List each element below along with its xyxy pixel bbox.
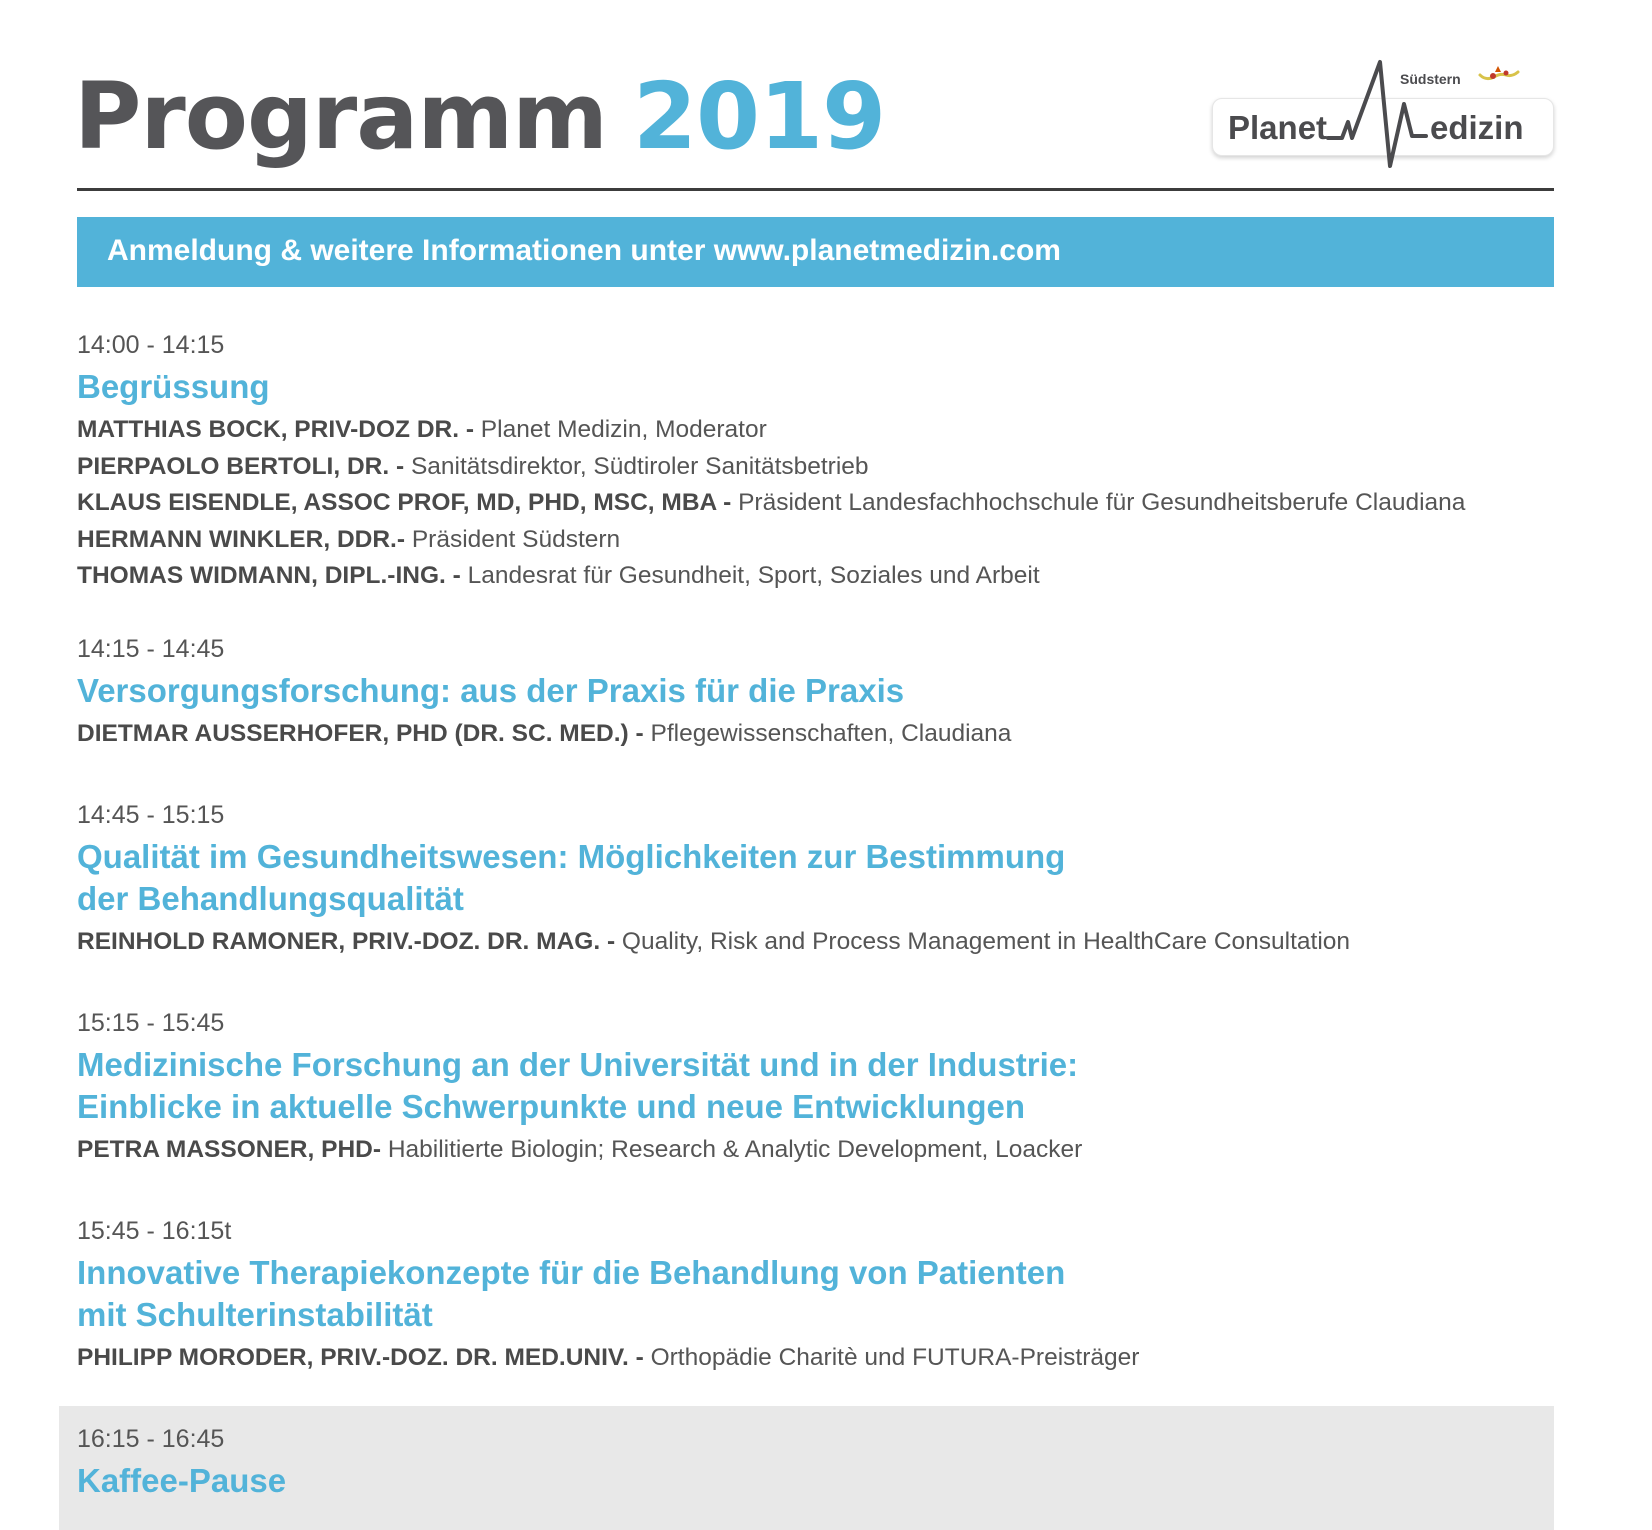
speaker-line [77,1340,1557,1377]
info-banner [77,217,1554,287]
speaker-list [77,1132,1557,1169]
session-title: Innovative Therapiekonzepte für die Behandlung von Patienten mit Schulterinstabilität [77,1254,1066,1333]
session-time: 14:00 - 14:15 [77,331,225,359]
speaker-separator: - [628,1344,651,1371]
speaker-line [77,485,1557,522]
speaker-role: Sanitätsdirektor, Südtiroler Sanitätsbetrieb [410,452,869,480]
speaker-line [77,716,1557,753]
speaker-name: PETRA MASSONER, PHD [77,1136,373,1163]
speaker-name: KLAUS EISENDLE, ASSOC PROF, MD, PHD, MSC, MBA [77,489,717,516]
speaker-list [77,716,1557,753]
speaker-separator: - [396,525,412,553]
title-word: Programm [74,63,608,170]
session-title: Versorgungsforschung: aus der Praxis für die Praxis [77,672,905,709]
speaker-line [77,1132,1557,1169]
speaker-separator: - [600,928,622,955]
speaker-name: PIERPAOLO BERTOLI, DR. [77,452,390,480]
speaker-name: DIETMAR AUSSERHOFER, PHD (DR. SC. MED.) [77,720,629,747]
speaker-name: PHILIPP MORODER, PRIV.-DOZ. DR. MED.UNIV. [77,1344,629,1371]
logo-small-text: Südstern [1400,71,1461,87]
session-item [77,634,1557,753]
speaker-separator: - [459,416,481,443]
session-item [77,1008,1557,1169]
session-title: Qualität im Gesundheitswesen: Möglichkeiten zur Bestimmung der Behandlungsqualität [77,838,1066,917]
speaker-separator: - [372,1136,388,1163]
speaker-line [77,449,1557,486]
header-divider [77,188,1554,191]
session-title: Medizinische Forschung an der Universität und in der Industrie: Einblicke in aktuelle Schwerpunkte und neue Entwicklungen [77,1046,1079,1125]
speaker-list [77,1340,1557,1377]
speaker-separator: - [716,489,739,516]
title-year: 2019 [633,63,886,170]
speaker-name: REINHOLD RAMONER, PRIV.-DOZ. DR. MAG. [77,928,601,955]
speaker-line [77,558,1557,595]
session-time: 15:15 - 15:45 [77,1009,225,1037]
speaker-name: HERMANN WINKLER, DDR. [77,525,397,553]
speaker-line [77,924,1557,961]
speaker-separator: - [389,452,411,480]
session-time: 14:45 - 15:15 [77,801,225,829]
speaker-list [77,924,1557,961]
session-time: 16:15 - 16:45 [77,1425,225,1453]
speaker-list [77,412,1557,595]
speaker-role: Habilitierte Biologin; Research & Analytic Development, Loacker [387,1136,1083,1163]
banner-text: Anmeldung & weitere Informationen unter www.planetmedizin.com [107,234,1061,267]
speaker-role: Präsident Südstern [411,525,621,553]
logo-left-text: Planet [1228,109,1328,146]
session-time: 15:45 - 16:15t [77,1217,232,1245]
speaker-role: Landesrat für Gesundheit, Sport, Soziales und Arbeit [467,562,1040,589]
logo-right-text: edizin [1430,109,1524,146]
session-title: Kaffee-Pause [77,1462,287,1499]
session-item [77,330,1557,595]
speaker-name: MATTHIAS BOCK, PRIV-DOZ DR. [77,416,460,443]
session-item-pause [77,1424,1557,1502]
speaker-separator: - [628,720,651,747]
speaker-separator: - [445,562,468,589]
speaker-line [77,412,1557,449]
planet-medizin-logo [1212,58,1562,173]
session-item [77,800,1557,961]
speaker-role: Präsident Landesfachhochschule für Gesundheitsberufe Claudiana [738,489,1466,516]
session-item [77,1216,1557,1377]
speaker-name: THOMAS WIDMANN, DIPL.-ING. [77,562,446,589]
heartbeat-line-icon [1212,58,1562,173]
speaker-role: Quality, Risk and Process Management in HealthCare Consultation [621,928,1351,955]
speaker-role: Pflegewissenschaften, Claudiana [650,720,1012,747]
speaker-role: Orthopädie Charitè und FUTURA-Preisträger [650,1344,1140,1371]
speaker-line [77,522,1557,559]
page-title [74,62,885,172]
session-time: 14:15 - 14:45 [77,635,225,663]
session-title: Begrüssung [77,368,270,405]
speaker-role: Planet Medizin, Moderator [480,416,767,443]
